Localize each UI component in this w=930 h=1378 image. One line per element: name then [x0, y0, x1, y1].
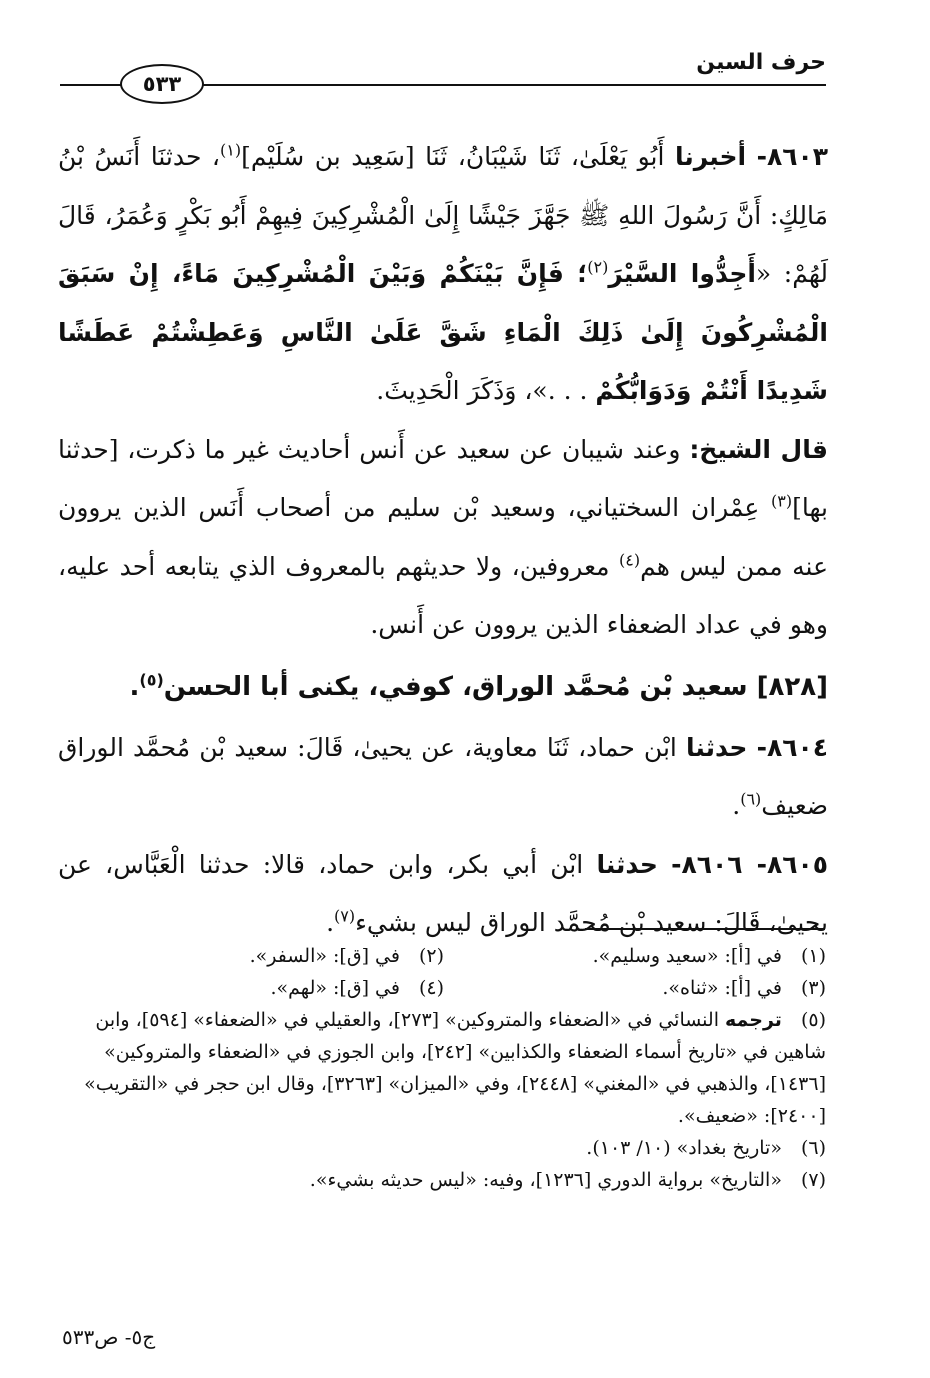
volume-page-reference: ج٥- ص٥٣٣ — [62, 1325, 156, 1349]
text-segment: وعند شيبان عن سعيد عن أَنس أحاديث غير ما ذكرت، [حدثنا بها] — [58, 434, 828, 522]
hadith-8604 — [58, 719, 828, 836]
narration-lead: حدثنا — [596, 849, 658, 879]
footnote-text: «التاريخ» برواية الدوري [١٢٣٦]، وفيه: «ليس حديثه بشيء». — [309, 1169, 782, 1191]
text-segment: . . .»، وَذَكَرَ الْحَدِيثَ. — [376, 376, 588, 405]
text-segment: . — [732, 791, 741, 820]
footnote-label: (١) — [800, 945, 826, 967]
footnote-marker: (٧) — [334, 906, 356, 926]
prophetic-quote: ؛ فَإِنَّ بَيْنَكُمْ وَبَيْنَ الْمُشْرِكِينَ مَاءً، إِنْ سَبَقَ الْمُشْرِكُونَ إِلَىٰ ذَلِكَ الْمَاءِ شَقَّ عَلَىٰ النَّاسِ وَعَطِشْتُمْ عَطَشًا شَدِيدًا أَنْتُمْ وَدَوَابُّكُمْ — [58, 259, 828, 405]
text-segment: ابْن حماد، ثَنَا معاوية، عن يحيىٰ، قَالَ: سعيد بْن مُحمَّد الوراق ضعيف — [58, 732, 828, 820]
footnote-3 — [444, 972, 826, 1004]
footnote-text: في [أ]: «ثناه». — [662, 977, 782, 999]
footnote-text: في [ق]: «السفر». — [249, 945, 400, 967]
footnote-marker: (٥) — [139, 669, 164, 689]
footnote-6 — [62, 1132, 826, 1164]
footnote-label: (٥) — [800, 1009, 826, 1031]
footnote-2 — [62, 940, 444, 972]
footnote-7 — [62, 1164, 826, 1196]
text-segment: . — [326, 908, 335, 937]
footnotes — [62, 940, 826, 1196]
footnote-marker: (٣) — [771, 491, 793, 511]
footnote-label: (٣) — [800, 977, 826, 999]
footnote-text: في [أ]: «سعيد وسليم». — [592, 945, 782, 967]
footnote-text: النسائي في «الضعفاء والمتروكين» [٢٧٣]، والعقيلي في «الضعفاء» [٥٩٤]، وابن شاهين في «تاريخ أسماء الضعفاء والكذابين» [٢٤٢]، وابن الجوزي في «الضعفاء والمتروكين» [١٤٣٦]، والذهبي في «المغني» [٢٤٤٨]، وفي «الميزان» [٣٢٦٣]، وقال ابن حجر في «التقريب» [٢٤٠٠]: «ضعيف». — [84, 1009, 826, 1127]
page-number: ٥٣٣ — [142, 72, 182, 96]
footnote-label: (٧) — [800, 1169, 826, 1191]
hadith-number: ٨٦٠٥- ٨٦٠٦- — [671, 849, 828, 879]
footnote-marker: (٢) — [587, 257, 609, 277]
heading-end: . — [129, 671, 140, 702]
footnote-separator — [585, 928, 825, 930]
footnote-row — [62, 972, 826, 1004]
chapter-title: حرف السين — [696, 50, 826, 75]
narration-lead: أخبرنا — [674, 142, 747, 171]
footnote-text: في [ق]: «لهم». — [270, 977, 400, 999]
footnote-row — [62, 940, 826, 972]
entry-heading — [58, 655, 828, 719]
footnote-label: (٤) — [418, 977, 444, 999]
entry-heading-text: [٨٢٨] سعيد بْن مُحمَّد الوراق، كوفي، يكنى أبا الحسن — [163, 671, 828, 702]
footnote-lead: ترجمه — [725, 1009, 782, 1031]
footnote-marker: (٦) — [740, 789, 762, 809]
prophetic-quote: أَجِدُّوا السَّيْرَ — [608, 259, 756, 288]
hadith-number: ٨٦٠٣- — [756, 142, 828, 171]
footnote-5 — [62, 1004, 826, 1132]
text-segment: ابْن أبي بكر، وابن حماد، قالا: حدثنا الْعَبَّاس، عن يحيىٰ، قَالَ: سعيد بْن مُحمَّد الوراق ليس بشيء — [58, 849, 828, 937]
main-text — [58, 128, 828, 953]
footnote-label: (٢) — [418, 945, 444, 967]
footnote-marker: (٤) — [619, 550, 641, 570]
footnote-label: (٦) — [800, 1137, 826, 1159]
hadith-number: ٨٦٠٤- — [756, 732, 828, 762]
text-segment: ، حدثنَا أَنَسُ بْنُ مَالِكٍ: أَنَّ رَسُولَ اللهِ ﷺ جَهَّزَ جَيْشًا إِلَىٰ الْمُشْرِكِينَ فِيهِمْ أَبُو بَكْرٍ وَعُمَرُ، قَالَ لَهُمْ: « — [58, 142, 828, 288]
footnote-1 — [444, 940, 826, 972]
footnote-4 — [62, 972, 444, 1004]
page-header — [60, 48, 826, 102]
hadith-8605-8606 — [58, 836, 828, 953]
text-segment: معروفين، ولا حديثهم بالمعروف الذي يتابعه أحد عليه، وهو في عداد الضعفاء الذين يروون عن أَنس. — [58, 551, 828, 639]
page-number-frame — [120, 64, 204, 104]
comment-lead: قال الشيخ: — [689, 434, 828, 464]
footnote-marker: (١) — [220, 140, 242, 160]
sheikh-comment — [58, 421, 828, 655]
narration-lead: حدثنا — [685, 732, 748, 762]
text-segment: أَبُو يَعْلَىٰ، ثَنَا شَيْبَانُ، ثَنَا [سَعِيد بن سُلَيْم] — [241, 142, 665, 171]
text-segment: عِمْران السختياني، وسعيد بْن سليم من أصحاب أَنَس الذين يروون عنه ممن ليس هم — [58, 493, 828, 581]
hadith-8603 — [58, 128, 828, 421]
footnote-text: «تاريخ بغداد» (١٠/ ١٠٣). — [586, 1137, 782, 1159]
